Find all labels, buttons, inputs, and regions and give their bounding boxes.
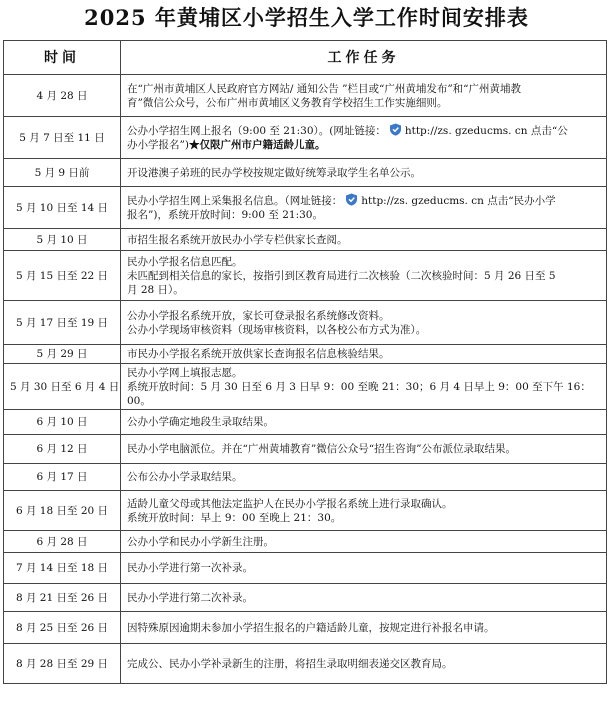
table-row (4, 229, 607, 251)
row-date: 5 月 15 日至 22 日 (4, 251, 121, 301)
table-row (4, 553, 607, 584)
url-link[interactable]: http://zs. gzeducms. cn 点击“公 (404, 125, 568, 137)
table-row (4, 301, 607, 345)
table-row (4, 345, 607, 364)
row-task (121, 531, 607, 553)
row-date: 6 月 17 日 (4, 464, 121, 491)
row-task (121, 75, 607, 117)
header-time: 时间 (4, 41, 121, 75)
row-task (121, 345, 607, 364)
table-row (4, 435, 607, 464)
row-date: 8 月 21 日至 26 日 (4, 584, 121, 612)
row-date: 5 月 10 日至 14 日 (4, 187, 121, 229)
task-line: 公办小学和民办小学新生注册。 (127, 535, 274, 548)
row-date: 6 月 10 日 (4, 410, 121, 435)
table-row (4, 187, 607, 229)
task-line: 系统开放时间：5 月 30 日至 6 月 3 日早 9：00 至晚 21：30；6 月 4 日早上 9：00 至下午 16： (127, 380, 591, 393)
table-row (4, 410, 607, 435)
task-line (127, 138, 600, 152)
table-row (4, 159, 607, 187)
row-date: 5 月 17 日至 19 日 (4, 301, 121, 345)
row-task (121, 364, 607, 410)
row-task (121, 159, 607, 187)
task-line: 民办小学报名信息匹配。 (127, 255, 243, 268)
row-date: 7 月 14 日至 18 日 (4, 553, 121, 584)
row-date: 5 月 10 日 (4, 229, 121, 251)
task-line: 因特殊原因逾期未参加小学招生报名的户籍适龄儿童，按规定进行补报名申请。 (127, 621, 495, 634)
task-line: 月 28 日）。 (127, 283, 184, 296)
task-line: 在“广州市黄埔区人民政府官方网站/ 通知公告 ”栏目或“广州黄埔发布”和“广州黄埔教 (127, 82, 522, 95)
task-line (127, 123, 600, 138)
shield-link-icon (389, 123, 402, 136)
row-task (121, 410, 607, 435)
row-task (121, 301, 607, 345)
task-line: 报名”)，系统开放时间：9:00 至 21:30。 (127, 209, 323, 221)
schedule-table (3, 40, 607, 684)
row-task (121, 612, 607, 644)
task-line: 市招生报名系统开放民办小学专栏供家长查阅。 (127, 233, 348, 246)
row-task (121, 117, 607, 159)
table-row (4, 251, 607, 301)
row-task (121, 187, 607, 229)
table-row (4, 612, 607, 644)
task-line: 公办小学现场审核资料（现场审核资料，以各校公布方式为准）。 (127, 323, 427, 336)
row-date: 4 月 28 日 (4, 75, 121, 117)
row-task (121, 491, 607, 531)
table-row (4, 531, 607, 553)
row-date: 8 月 28 日至 29 日 (4, 644, 121, 684)
row-date: 5 月 29 日 (4, 345, 121, 364)
row-task (121, 251, 607, 301)
page-title: 2025 年黄埔区小学招生入学工作时间安排表 (84, 5, 529, 30)
row-date: 5 月 30 日至 6 月 4 日 (4, 364, 121, 410)
task-line: 民办小学进行第二次补录。 (127, 591, 253, 604)
task-line: 未匹配到相关信息的家长，按指引到区教育局进行二次核验（二次核验时间：5 月 26 日至 5 (127, 269, 556, 282)
row-task (121, 229, 607, 251)
row-task (121, 644, 607, 684)
task-line (127, 193, 600, 208)
task-line: 民办小学电脑派位。并在“广州黄埔教育”微信公众号“招生咨询”公布派位录取结果。 (127, 443, 516, 455)
task-line: 民办小学网上填报志愿。 (127, 366, 243, 379)
task-line: 公办小学报名系统开放，家长可登录报名系统修改资料。 (127, 309, 390, 322)
table-row (4, 491, 607, 531)
table-row (4, 117, 607, 159)
table-row (4, 584, 607, 612)
row-date: 6 月 12 日 (4, 435, 121, 464)
row-date: 6 月 18 日至 20 日 (4, 491, 121, 531)
table-header-row (4, 41, 607, 75)
row-date: 8 月 25 日至 26 日 (4, 612, 121, 644)
shield-link-icon (345, 193, 358, 206)
task-line: 公布公办小学录取结果。 (127, 471, 243, 483)
table-row (4, 75, 607, 117)
row-task (121, 464, 607, 491)
task-line: 完成公、民办小学补录新生的注册，将招生录取明细表递交区教育局。 (127, 657, 453, 670)
row-task (121, 553, 607, 584)
task-text: 公办小学招生网上报名（9:00 至 21:30）。(网址链接： (127, 125, 386, 137)
row-task (121, 584, 607, 612)
task-line: 公办小学确定地段生录取结果。 (127, 416, 274, 428)
task-line: 系统开放时间：早上 9：00 至晚上 21：30。 (127, 511, 342, 524)
table-row (4, 644, 607, 684)
task-line: 育”微信公众号，公布广州市黄埔区义务教育学校招生工作实施细则。 (127, 96, 448, 109)
task-line: 民办小学进行第一次补录。 (127, 562, 253, 574)
highlight-note: ★仅限广州市户籍适龄儿童。 (188, 139, 326, 151)
row-task (121, 435, 607, 464)
task-line: 适龄儿童父母或其他法定监护人在民办小学报名系统上进行录取确认。 (127, 497, 453, 510)
url-link[interactable]: http://zs. gzeducms. cn 点击“民办小学 (361, 195, 556, 207)
table-row (4, 464, 607, 491)
task-line: 市民办小学报名系统开放供家长查询报名信息核验结果。 (127, 348, 390, 360)
row-date: 5 月 7 日至 11 日 (4, 117, 121, 159)
task-line: 00。 (127, 394, 151, 407)
header-task: 工作任务 (121, 41, 607, 75)
task-line: 开设港澳子弟班的民办学校按规定做好统筹录取学生名单公示。 (127, 166, 421, 179)
row-date: 6 月 28 日 (4, 531, 121, 553)
task-text: 民办小学招生网上采集报名信息。（网址链接： (127, 195, 343, 207)
table-row (4, 364, 607, 410)
task-text: 办小学报名”) (127, 139, 189, 151)
row-date: 5 月 9 日前 (4, 159, 121, 187)
